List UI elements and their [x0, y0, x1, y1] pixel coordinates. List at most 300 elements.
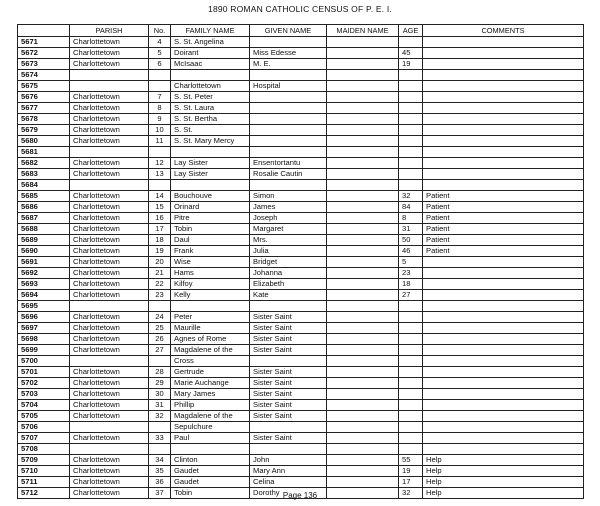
maiden-name-cell — [327, 180, 399, 191]
parish-cell: Charlottetown — [70, 114, 149, 125]
record-id-cell: 5697 — [18, 323, 70, 334]
parish-cell: Charlottetown — [70, 367, 149, 378]
parish-cell — [70, 70, 149, 81]
given-name-cell: Mrs. — [250, 235, 327, 246]
parish-cell: Charlottetown — [70, 169, 149, 180]
record-id-cell: 5710 — [18, 466, 70, 477]
given-name-cell: Miss Edesse — [250, 48, 327, 59]
parish-cell: Charlottetown — [70, 125, 149, 136]
family-name-cell: Wise — [171, 257, 250, 268]
record-id-cell: 5707 — [18, 433, 70, 444]
no-cell: 19 — [149, 246, 171, 257]
comments-cell — [423, 312, 584, 323]
table-row — [18, 433, 584, 444]
table-row — [18, 378, 584, 389]
family-name-cell: Frank — [171, 246, 250, 257]
comments-cell: Patient — [423, 213, 584, 224]
record-id-cell: 5683 — [18, 169, 70, 180]
maiden-name-cell — [327, 466, 399, 477]
record-id-cell: 5685 — [18, 191, 70, 202]
no-cell: 7 — [149, 92, 171, 103]
no-cell: 12 — [149, 158, 171, 169]
comments-cell — [423, 59, 584, 70]
col-header-comments: COMMENTS — [423, 25, 584, 37]
maiden-name-cell — [327, 367, 399, 378]
age-cell — [399, 125, 423, 136]
parish-cell: Charlottetown — [70, 92, 149, 103]
family-name-cell: Gaudet — [171, 477, 250, 488]
record-id-cell: 5682 — [18, 158, 70, 169]
given-name-cell: Johanna — [250, 268, 327, 279]
parish-cell: Charlottetown — [70, 389, 149, 400]
no-cell: 32 — [149, 411, 171, 422]
age-cell: 27 — [399, 290, 423, 301]
record-id-cell: 5709 — [18, 455, 70, 466]
comments-cell — [423, 114, 584, 125]
family-name-cell: Tobin — [171, 224, 250, 235]
parish-cell: Charlottetown — [70, 202, 149, 213]
parish-cell: Charlottetown — [70, 158, 149, 169]
age-cell — [399, 433, 423, 444]
given-name-cell: Sister Saint — [250, 323, 327, 334]
no-cell: 11 — [149, 136, 171, 147]
table-row — [18, 224, 584, 235]
table-row — [18, 455, 584, 466]
family-name-cell: Gertrude — [171, 367, 250, 378]
family-name-cell: Kilfoy — [171, 279, 250, 290]
maiden-name-cell — [327, 312, 399, 323]
age-cell — [399, 169, 423, 180]
table-row — [18, 246, 584, 257]
record-id-cell: 5690 — [18, 246, 70, 257]
no-cell: 10 — [149, 125, 171, 136]
family-name-cell: Agnes of Rome — [171, 334, 250, 345]
maiden-name-cell — [327, 48, 399, 59]
no-cell — [149, 180, 171, 191]
record-id-cell: 5676 — [18, 92, 70, 103]
table-row — [18, 356, 584, 367]
record-id-cell: 5699 — [18, 345, 70, 356]
parish-cell — [70, 301, 149, 312]
table-row — [18, 158, 584, 169]
family-name-cell: Paul — [171, 433, 250, 444]
record-id-cell: 5678 — [18, 114, 70, 125]
given-name-cell — [250, 92, 327, 103]
no-cell: 31 — [149, 400, 171, 411]
age-cell — [399, 301, 423, 312]
maiden-name-cell — [327, 301, 399, 312]
given-name-cell: Rosalie Cautin — [250, 169, 327, 180]
age-cell — [399, 378, 423, 389]
age-cell: 50 — [399, 235, 423, 246]
no-cell: 34 — [149, 455, 171, 466]
parish-cell: Charlottetown — [70, 224, 149, 235]
age-cell — [399, 136, 423, 147]
age-cell: 55 — [399, 455, 423, 466]
no-cell: 33 — [149, 433, 171, 444]
family-name-cell: Bouchouve — [171, 191, 250, 202]
table-row — [18, 312, 584, 323]
record-id-cell: 5674 — [18, 70, 70, 81]
family-name-cell: S. St. Laura — [171, 103, 250, 114]
age-cell: 32 — [399, 191, 423, 202]
no-cell: 37 — [149, 488, 171, 499]
comments-cell: Patient — [423, 235, 584, 246]
table-row — [18, 136, 584, 147]
parish-cell: Charlottetown — [70, 323, 149, 334]
maiden-name-cell — [327, 147, 399, 158]
maiden-name-cell — [327, 257, 399, 268]
comments-cell — [423, 37, 584, 48]
record-id-cell: 5701 — [18, 367, 70, 378]
record-id-cell: 5691 — [18, 257, 70, 268]
age-cell — [399, 411, 423, 422]
no-cell: 18 — [149, 235, 171, 246]
comments-cell — [423, 411, 584, 422]
family-name-cell: Peter — [171, 312, 250, 323]
col-header-maiden-name: MAIDEN NAME — [327, 25, 399, 37]
maiden-name-cell — [327, 92, 399, 103]
given-name-cell: Ensentortantu — [250, 158, 327, 169]
family-name-cell: S. St. — [171, 125, 250, 136]
page-number: Page 136 — [282, 491, 318, 500]
maiden-name-cell — [327, 158, 399, 169]
table-row — [18, 180, 584, 191]
comments-cell — [423, 92, 584, 103]
no-cell: 36 — [149, 477, 171, 488]
parish-cell: Charlottetown — [70, 334, 149, 345]
record-id-cell: 5698 — [18, 334, 70, 345]
given-name-cell: Sister Saint — [250, 400, 327, 411]
record-id-cell: 5679 — [18, 125, 70, 136]
age-cell: 8 — [399, 213, 423, 224]
maiden-name-cell — [327, 224, 399, 235]
table-row — [18, 103, 584, 114]
parish-cell: Charlottetown — [70, 433, 149, 444]
no-cell: 30 — [149, 389, 171, 400]
age-cell — [399, 367, 423, 378]
given-name-cell: Joseph — [250, 213, 327, 224]
family-name-cell — [171, 180, 250, 191]
age-cell — [399, 37, 423, 48]
record-id-cell: 5711 — [18, 477, 70, 488]
parish-cell: Charlottetown — [70, 400, 149, 411]
header-row — [18, 25, 584, 37]
comments-cell — [423, 70, 584, 81]
age-cell: 18 — [399, 279, 423, 290]
family-name-cell: Maurille — [171, 323, 250, 334]
table-row — [18, 235, 584, 246]
maiden-name-cell — [327, 400, 399, 411]
given-name-cell — [250, 103, 327, 114]
parish-cell: Charlottetown — [70, 235, 149, 246]
given-name-cell — [250, 180, 327, 191]
table-row — [18, 48, 584, 59]
maiden-name-cell — [327, 103, 399, 114]
family-name-cell: Pitre — [171, 213, 250, 224]
comments-cell — [423, 125, 584, 136]
parish-cell: Charlottetown — [70, 103, 149, 114]
no-cell — [149, 301, 171, 312]
table-row — [18, 257, 584, 268]
parish-cell — [70, 81, 149, 92]
maiden-name-cell — [327, 202, 399, 213]
age-cell: 23 — [399, 268, 423, 279]
maiden-name-cell — [327, 290, 399, 301]
record-id-cell: 5695 — [18, 301, 70, 312]
maiden-name-cell — [327, 114, 399, 125]
family-name-cell: Kelly — [171, 290, 250, 301]
record-id-cell: 5702 — [18, 378, 70, 389]
comments-cell — [423, 158, 584, 169]
age-cell — [399, 400, 423, 411]
given-name-cell: James — [250, 202, 327, 213]
maiden-name-cell — [327, 389, 399, 400]
no-cell — [149, 356, 171, 367]
no-cell — [149, 81, 171, 92]
record-id-cell: 5700 — [18, 356, 70, 367]
table-row — [18, 114, 584, 125]
comments-cell — [423, 334, 584, 345]
family-name-cell: S. St. Angelina — [171, 37, 250, 48]
maiden-name-cell — [327, 444, 399, 455]
age-cell: 17 — [399, 477, 423, 488]
record-id-cell: 5694 — [18, 290, 70, 301]
maiden-name-cell — [327, 169, 399, 180]
table-row — [18, 411, 584, 422]
maiden-name-cell — [327, 59, 399, 70]
parish-cell: Charlottetown — [70, 59, 149, 70]
record-id-cell: 5704 — [18, 400, 70, 411]
parish-cell: Charlottetown — [70, 466, 149, 477]
comments-cell — [423, 422, 584, 433]
no-cell: 29 — [149, 378, 171, 389]
age-cell — [399, 356, 423, 367]
col-header-no: No. — [149, 25, 171, 37]
age-cell: 45 — [399, 48, 423, 59]
family-name-cell — [171, 70, 250, 81]
comments-cell — [423, 356, 584, 367]
comments-cell: Patient — [423, 246, 584, 257]
family-name-cell: S. St. Mary Mercy — [171, 136, 250, 147]
table-row — [18, 268, 584, 279]
parish-cell: Charlottetown — [70, 411, 149, 422]
maiden-name-cell — [327, 433, 399, 444]
census-table — [17, 24, 584, 499]
no-cell: 13 — [149, 169, 171, 180]
family-name-cell: Sepulchure — [171, 422, 250, 433]
table-row — [18, 345, 584, 356]
given-name-cell: Sister Saint — [250, 312, 327, 323]
maiden-name-cell — [327, 477, 399, 488]
given-name-cell: M. E. — [250, 59, 327, 70]
family-name-cell: Daul — [171, 235, 250, 246]
given-name-cell — [250, 422, 327, 433]
age-cell: 19 — [399, 59, 423, 70]
no-cell: 20 — [149, 257, 171, 268]
record-id-cell: 5706 — [18, 422, 70, 433]
maiden-name-cell — [327, 37, 399, 48]
record-id-cell: 5680 — [18, 136, 70, 147]
no-cell: 17 — [149, 224, 171, 235]
given-name-cell: Sister Saint — [250, 433, 327, 444]
parish-cell: Charlottetown — [70, 345, 149, 356]
table-row — [18, 202, 584, 213]
age-cell — [399, 334, 423, 345]
family-name-cell: S. St. Peter — [171, 92, 250, 103]
family-name-cell: Lay Sister — [171, 169, 250, 180]
family-name-cell: Clinton — [171, 455, 250, 466]
table-row — [18, 279, 584, 290]
family-name-cell: Charlottetown — [171, 81, 250, 92]
family-name-cell: Lay Sister — [171, 158, 250, 169]
comments-cell — [423, 103, 584, 114]
table-row — [18, 290, 584, 301]
col-header-family-name: FAMILY NAME — [171, 25, 250, 37]
parish-cell: Charlottetown — [70, 246, 149, 257]
comments-cell — [423, 301, 584, 312]
no-cell: 25 — [149, 323, 171, 334]
given-name-cell: Dorothy — [250, 488, 327, 499]
maiden-name-cell — [327, 334, 399, 345]
no-cell: 27 — [149, 345, 171, 356]
table-row — [18, 37, 584, 48]
maiden-name-cell — [327, 356, 399, 367]
maiden-name-cell — [327, 246, 399, 257]
census-body — [18, 37, 584, 499]
record-id-cell: 5688 — [18, 224, 70, 235]
maiden-name-cell — [327, 378, 399, 389]
family-name-cell: Phillip — [171, 400, 250, 411]
maiden-name-cell — [327, 455, 399, 466]
maiden-name-cell — [327, 81, 399, 92]
age-cell — [399, 70, 423, 81]
table-row — [18, 147, 584, 158]
record-id-cell: 5705 — [18, 411, 70, 422]
page-title: 1890 ROMAN CATHOLIC CENSUS OF P. E. I. — [208, 4, 392, 14]
maiden-name-cell — [327, 279, 399, 290]
no-cell — [149, 70, 171, 81]
given-name-cell — [250, 147, 327, 158]
given-name-cell: Margaret — [250, 224, 327, 235]
parish-cell — [70, 356, 149, 367]
table-row — [18, 323, 584, 334]
no-cell — [149, 147, 171, 158]
comments-cell: Help — [423, 488, 584, 499]
parish-cell: Charlottetown — [70, 213, 149, 224]
comments-cell — [423, 257, 584, 268]
parish-cell: Charlottetown — [70, 477, 149, 488]
family-name-cell — [171, 147, 250, 158]
col-header-record — [18, 25, 70, 37]
given-name-cell — [250, 70, 327, 81]
given-name-cell: Sister Saint — [250, 345, 327, 356]
age-cell: 19 — [399, 466, 423, 477]
given-name-cell: Hospital — [250, 81, 327, 92]
record-id-cell: 5672 — [18, 48, 70, 59]
comments-cell — [423, 81, 584, 92]
age-cell — [399, 92, 423, 103]
age-cell — [399, 114, 423, 125]
comments-cell — [423, 290, 584, 301]
record-id-cell: 5693 — [18, 279, 70, 290]
table-row — [18, 367, 584, 378]
table-row — [18, 169, 584, 180]
no-cell: 5 — [149, 48, 171, 59]
parish-cell — [70, 422, 149, 433]
no-cell: 28 — [149, 367, 171, 378]
parish-cell: Charlottetown — [70, 312, 149, 323]
comments-cell — [423, 268, 584, 279]
given-name-cell: Julia — [250, 246, 327, 257]
table-row — [18, 466, 584, 477]
comments-cell — [423, 400, 584, 411]
given-name-cell: John — [250, 455, 327, 466]
age-cell: 5 — [399, 257, 423, 268]
table-row — [18, 477, 584, 488]
age-cell — [399, 422, 423, 433]
given-name-cell: Elizabeth — [250, 279, 327, 290]
comments-cell: Patient — [423, 202, 584, 213]
family-name-cell: Doirant — [171, 48, 250, 59]
comments-cell — [423, 367, 584, 378]
table-row — [18, 191, 584, 202]
given-name-cell: Celina — [250, 477, 327, 488]
table-row — [18, 70, 584, 81]
no-cell: 35 — [149, 466, 171, 477]
given-name-cell: Sister Saint — [250, 411, 327, 422]
family-name-cell: Magdalene of the — [171, 411, 250, 422]
no-cell: 22 — [149, 279, 171, 290]
given-name-cell: Mary Ann — [250, 466, 327, 477]
col-header-given-name: GIVEN NAME — [250, 25, 327, 37]
comments-cell — [423, 136, 584, 147]
parish-cell — [70, 180, 149, 191]
age-cell — [399, 312, 423, 323]
table-row — [18, 389, 584, 400]
comments-cell — [423, 389, 584, 400]
record-id-cell: 5712 — [18, 488, 70, 499]
record-id-cell: 5692 — [18, 268, 70, 279]
no-cell: 26 — [149, 334, 171, 345]
parish-cell: Charlottetown — [70, 290, 149, 301]
parish-cell — [70, 444, 149, 455]
parish-cell: Charlottetown — [70, 37, 149, 48]
age-cell: 32 — [399, 488, 423, 499]
comments-cell — [423, 323, 584, 334]
maiden-name-cell — [327, 213, 399, 224]
age-cell — [399, 180, 423, 191]
table-row — [18, 444, 584, 455]
comments-cell — [423, 48, 584, 59]
no-cell: 16 — [149, 213, 171, 224]
table-row — [18, 81, 584, 92]
family-name-cell — [171, 301, 250, 312]
table-row — [18, 125, 584, 136]
record-id-cell: 5673 — [18, 59, 70, 70]
record-id-cell: 5708 — [18, 444, 70, 455]
given-name-cell — [250, 444, 327, 455]
record-id-cell: 5684 — [18, 180, 70, 191]
given-name-cell: Sister Saint — [250, 334, 327, 345]
table-row — [18, 400, 584, 411]
maiden-name-cell — [327, 125, 399, 136]
comments-cell — [423, 180, 584, 191]
table-row — [18, 301, 584, 312]
parish-cell: Charlottetown — [70, 268, 149, 279]
comments-cell — [423, 147, 584, 158]
no-cell — [149, 444, 171, 455]
